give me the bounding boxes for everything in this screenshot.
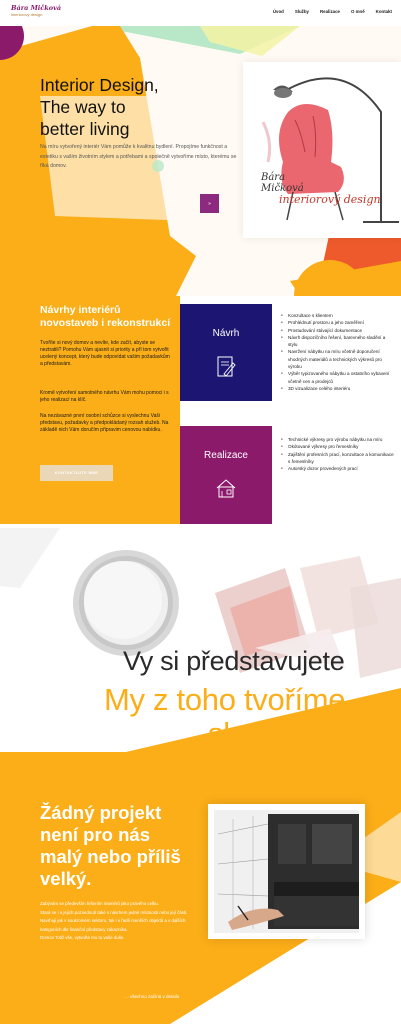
hero-arrow-button[interactable]: » — [200, 194, 219, 213]
text-line: Stará se i o jejich pozvednutí také s návrhem jedné místnosti nebo její části. — [40, 909, 188, 915]
project-size-text — [40, 900, 195, 943]
text-line: Navrhuji jak v soukromém sektoru, tak i v řadě menších objektů a v dalších kategoriích dle finanční představy zákazníka. — [40, 918, 186, 932]
services-paragraph: Na nezávazné první osobní schůzce si vyslechnu Vaši představu, požadavky a předpokládaný rozsah služeb. Na základě nich Vám doručím připravim cenovou nabídku. — [40, 413, 169, 433]
services-paragraph: Tvoříte si nový domov a nevíte, kde začít, abyste se neztratili? Pomohu Vám ujasnit si priority a pří tom vytvořit ucelený koncept, který bude odpovídat vašim požadavkům a představám. — [40, 340, 170, 367]
card-name-line: Bára — [261, 172, 286, 183]
services-paragraph: Kromě vytvoření samotného návrhu Vám mohu pomoci i s jeho realizací na klíč. — [40, 390, 169, 403]
list-item: ● Zajištění profesních prací, konzultace a komunikace s řemeslníky — [281, 451, 396, 466]
list-item: ● Autorský dozor provedených prací — [281, 465, 396, 472]
hero-logo-card — [243, 62, 401, 238]
hero-title — [40, 74, 240, 140]
service-box-title: Návrh — [212, 328, 240, 339]
hero-title-line: The way to — [40, 97, 126, 117]
nav-item-o-mne[interactable]: O mně — [350, 9, 365, 14]
nav-item-kontakt[interactable]: Kontakt — [375, 9, 392, 14]
kitchen-sketch-image — [208, 804, 365, 939]
logo[interactable] — [11, 5, 61, 17]
hero-title-line: Interior Design, — [40, 75, 159, 95]
list-item: ● Okótované výkresy pro řemeslníky — [281, 443, 396, 450]
list-item: ● Prohlédnutí prostoru a jeho zaměření — [281, 319, 396, 326]
logo-tagline: interiorový design — [11, 12, 43, 17]
realizace-service-list — [281, 436, 396, 472]
card-design: interiorový design — [279, 193, 381, 206]
hero-text: Na míru vytvořený interiér Vám pomůže k kvalitnu bydlení. Propojíme funkčnost a estetiku s vaším životním stylem a potřebami a společně vytvoříme místo, kterému se říká domov. — [40, 144, 237, 169]
document-edit-icon — [216, 355, 236, 379]
project-size-title-line: Žádný projekt — [40, 802, 162, 823]
project-size-title-line: není pro nás — [40, 824, 150, 845]
service-box-title: Realizace — [204, 450, 248, 461]
contact-button[interactable]: KONTAKTUJTE MNE — [40, 465, 113, 481]
list-item: ● Navržení nábytku na míru včetně doporučení vhodných materiálů a technických výkresů pro výrobu — [281, 348, 396, 370]
list-item: ● 3D vizualizace celého interiéru — [281, 385, 396, 392]
text-line: Domov Totiž vše, vytvořte mu tu vaše duše. — [40, 935, 125, 940]
list-item: ● Technické výkresy pro výrobu nábytku na míru — [281, 436, 396, 443]
project-size-title — [40, 802, 200, 890]
nav-item-sluzby[interactable]: Služby — [294, 9, 309, 14]
service-box-navrh[interactable] — [180, 304, 272, 401]
tagline-section — [0, 528, 401, 758]
service-box-realizace[interactable] — [180, 426, 272, 524]
services-section — [0, 296, 401, 528]
services-title: Návrhy interiérů novostaveb i rekonstrukcí — [40, 304, 171, 329]
tagline-secondary-line: skutečnost — [208, 716, 354, 751]
list-item: ● Prostudování stávající dokumentace — [281, 327, 396, 334]
list-item: ● Návrh dispozičního řešení, barevného sladění a stylu — [281, 334, 396, 349]
hero-title-line: better living — [40, 119, 130, 139]
card-name-line: Mičková — [261, 183, 304, 194]
site-header — [0, 0, 401, 26]
armchair-lamp-illustration — [243, 62, 401, 238]
list-item: ● Konzultace s klientem — [281, 312, 396, 319]
project-size-title-line: malý nebo příliš — [40, 846, 181, 867]
main-nav — [273, 9, 392, 14]
logo-name: Bára Mičková — [11, 4, 62, 12]
navrh-service-list — [281, 312, 396, 392]
kitchen-sketch-photo — [208, 804, 365, 939]
tagline-secondary — [104, 683, 353, 751]
project-size-title-line: velký. — [40, 868, 92, 889]
list-item: ● Výběr typizovaného nábytku a ostatního vybavení včetně cen a prodejců — [281, 370, 396, 385]
card-name — [261, 172, 304, 194]
tagline-secondary-line: My z toho tvoříme — [104, 682, 346, 717]
tagline-primary: Vy si představujete — [123, 646, 345, 676]
project-size-section — [0, 752, 401, 1024]
text-line: Zabývám se především řešením interiérů jako pravého celku. — [40, 901, 159, 906]
more-link[interactable]: ... všechno začíná v detailu — [125, 994, 180, 999]
nav-item-uvod[interactable]: Úvod — [272, 9, 284, 14]
services-intro-panel — [0, 296, 180, 524]
hero-section — [0, 26, 401, 296]
house-plan-icon — [215, 477, 237, 499]
nav-item-realizace[interactable]: Realizace — [319, 9, 340, 14]
